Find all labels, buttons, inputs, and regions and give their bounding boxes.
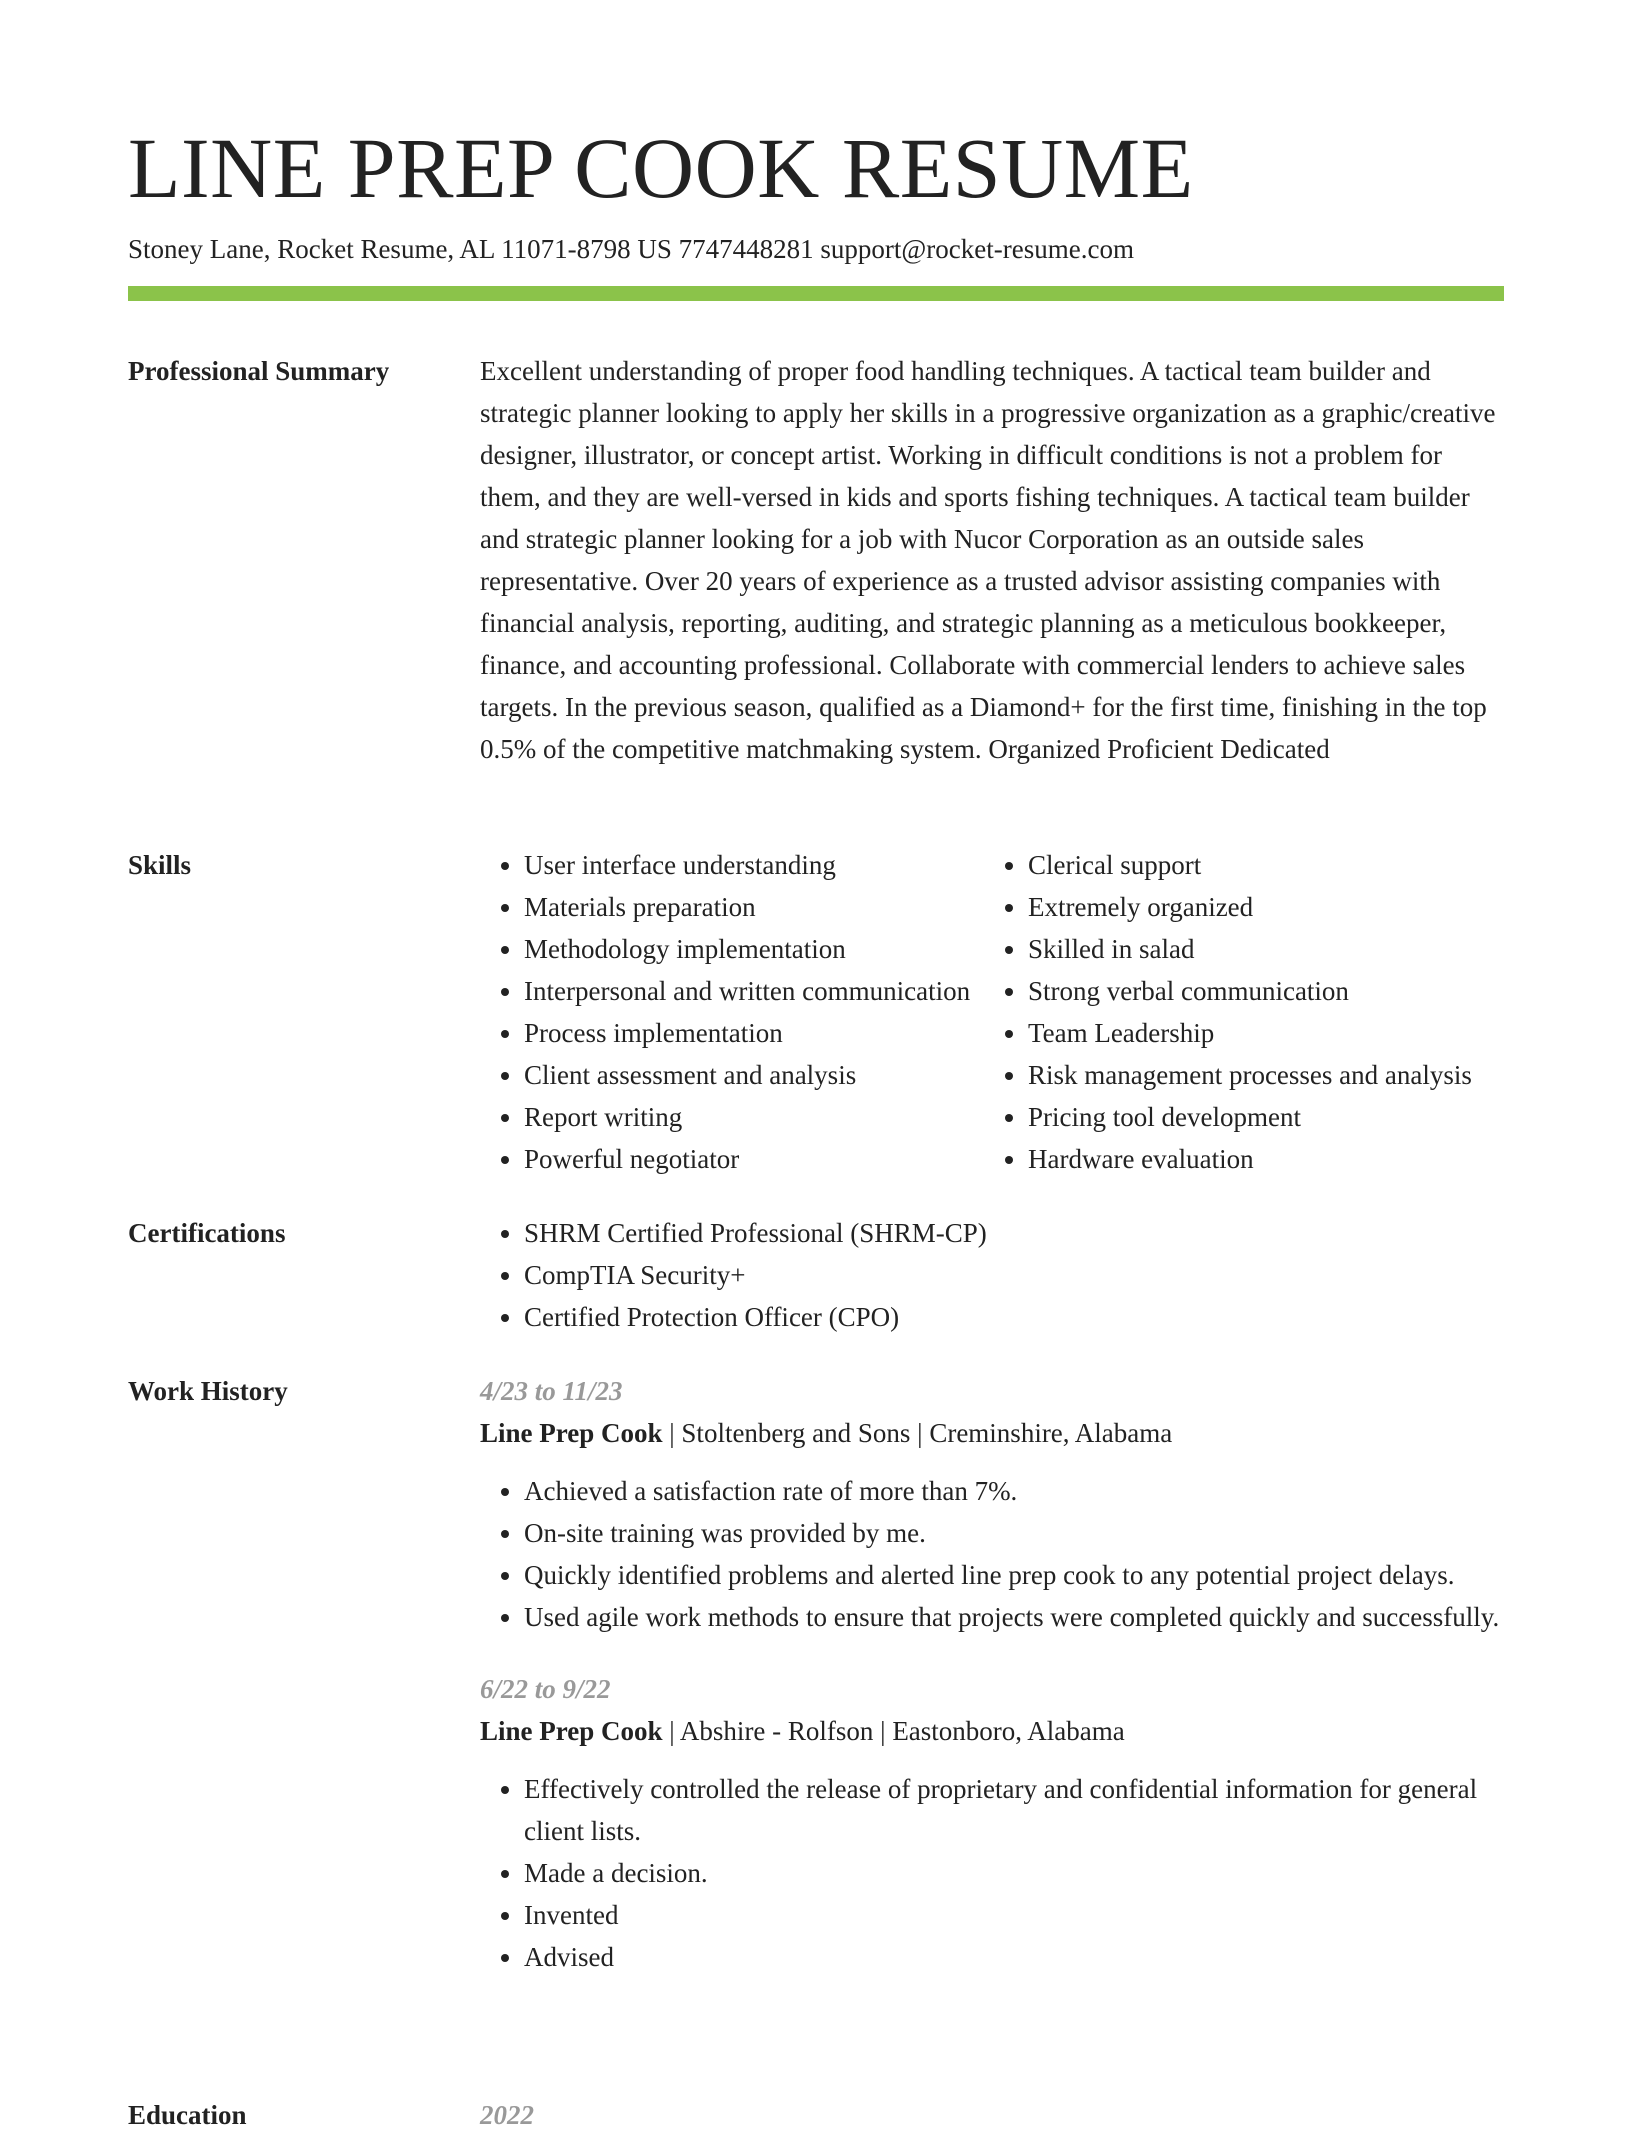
list-item: • Clerical support <box>1028 844 1488 886</box>
job-bullets <box>480 1470 1504 1638</box>
job-dates: 6/22 to 9/22 <box>480 1674 611 1704</box>
list-item: • Methodology implementation <box>524 928 984 970</box>
list-item: • Advised <box>524 1936 1504 1978</box>
job-employer-location: | Abshire - Rolfson | Eastonboro, Alabama <box>662 1716 1125 1746</box>
list-item: • SHRM Certified Professional (SHRM-CP) <box>524 1212 1504 1254</box>
list-item: • Report writing <box>524 1096 984 1138</box>
list-item: • Quickly identified problems and alerted line prep cook to any potential project delays. <box>524 1554 1504 1596</box>
job-role: Line Prep Cook <box>480 1418 663 1448</box>
job-entry <box>480 1370 1504 1638</box>
job-dates: 4/23 to 11/23 <box>480 1376 623 1406</box>
list-item: • Powerful negotiator <box>524 1138 984 1180</box>
contact-info: Stoney Lane, Rocket Resume, AL 11071-8798 US 7747448281 support@rocket-resume.com <box>128 234 1134 264</box>
list-item: • Extremely organized <box>1028 886 1488 928</box>
header-accent-rule <box>128 286 1504 301</box>
list-item: • Strong verbal communication <box>1028 970 1488 1012</box>
list-item: • Hardware evaluation <box>1028 1138 1488 1180</box>
list-item: • Made a decision. <box>524 1852 1504 1894</box>
job-employer-location: | Stoltenberg and Sons | Creminshire, Alabama <box>662 1418 1173 1448</box>
section-label-certifications: Certifications <box>128 1218 286 1248</box>
job-title-line <box>480 1412 1504 1454</box>
skills-body <box>480 844 1504 1180</box>
list-item: • Interpersonal and written communication <box>524 970 984 1012</box>
list-item: • Achieved a satisfaction rate of more than 7%. <box>524 1470 1504 1512</box>
list-item: • Materials preparation <box>524 886 984 928</box>
summary-body <box>480 350 1504 770</box>
work-history-body <box>480 1370 1504 1978</box>
section-label-skills: Skills <box>128 850 192 880</box>
certifications-body <box>480 1212 1504 1338</box>
education-body <box>480 2094 1504 2136</box>
job-entry <box>480 1668 1504 1978</box>
skills-column-left <box>480 844 984 1180</box>
skills-column-right <box>984 844 1488 1180</box>
resume-title: LINE PREP COOK RESUME <box>128 120 1194 216</box>
list-item: • Team Leadership <box>1028 1012 1488 1054</box>
list-item: • Pricing tool development <box>1028 1096 1488 1138</box>
list-item: • User interface understanding <box>524 844 984 886</box>
skills-list-right <box>984 844 1488 1180</box>
job-bullets <box>480 1768 1504 1978</box>
list-item: • Effectively controlled the release of proprietary and confidential information for general client lists. <box>524 1768 1504 1852</box>
list-item: • Used agile work methods to ensure that projects were completed quickly and successfully. <box>524 1596 1504 1638</box>
section-label-work-history: Work History <box>128 1376 288 1406</box>
education-date: 2022 <box>480 2100 534 2130</box>
list-item: • Skilled in salad <box>1028 928 1488 970</box>
skills-list-left <box>480 844 984 1180</box>
list-item: • Risk management processes and analysis <box>1028 1054 1488 1096</box>
certifications-list <box>480 1212 1504 1338</box>
section-label-education: Education <box>128 2100 247 2130</box>
list-item: • Certified Protection Officer (CPO) <box>524 1296 1504 1338</box>
summary-text: Excellent understanding of proper food handling techniques. A tactical team builder and strategic planner looking to apply her skills in a progressive organization as a graphic/creative designer, illustrator, or concept artist. Working in difficult conditions is not a problem for them, and they are well-versed in kids and sports fishing techniques. A tactical team builder and strategic planner looking for a job with Nucor Corporation as an outside sales representative. Over 20 years of experience as a trusted advisor assisting companies with financial analysis, reporting, auditing, and strategic planning as a meticulous bookkeeper, finance, and accounting professional. Collaborate with commercial lenders to achieve sales targets. In the previous season, qualified as a Diamond+ for the first time, finishing in the top 0.5% of the competitive matchmaking system. Organized Proficient Dedicated <box>480 356 1496 764</box>
list-item: • On-site training was provided by me. <box>524 1512 1504 1554</box>
skills-columns <box>480 844 1504 1180</box>
list-item: • CompTIA Security+ <box>524 1254 1504 1296</box>
list-item: • Client assessment and analysis <box>524 1054 984 1096</box>
section-label-summary: Professional Summary <box>128 356 390 386</box>
list-item: • Invented <box>524 1894 1504 1936</box>
job-role: Line Prep Cook <box>480 1716 663 1746</box>
job-title-line <box>480 1710 1504 1752</box>
list-item: • Process implementation <box>524 1012 984 1054</box>
